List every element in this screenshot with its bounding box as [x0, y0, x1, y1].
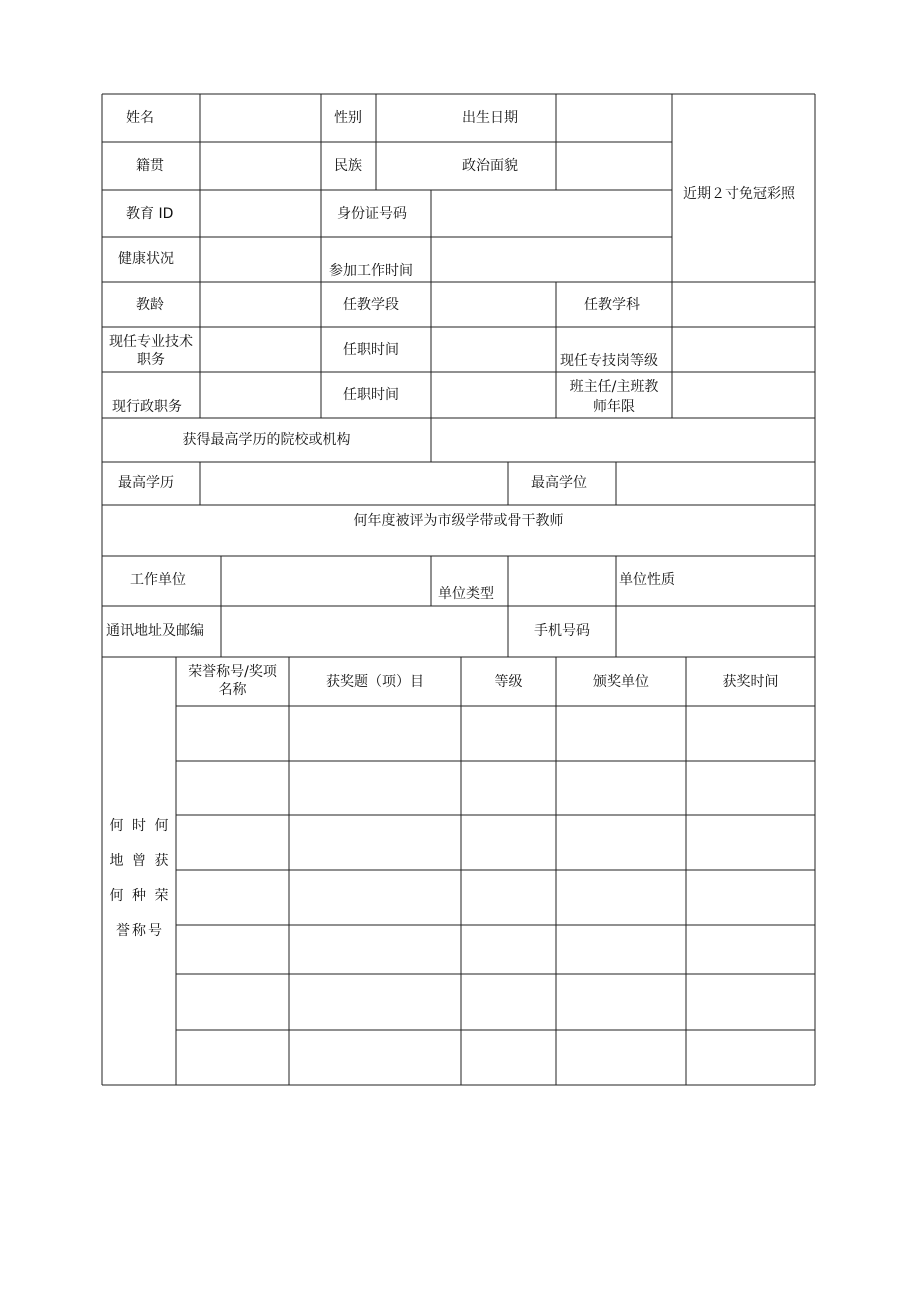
label-head-teacher-line2: 师年限	[593, 399, 635, 415]
header-honor-title-line1: 荣誉称号/奖项	[188, 664, 277, 680]
label-highest-school: 获得最高学历的院校或机构	[182, 432, 351, 448]
label-name: 姓名	[126, 110, 154, 126]
header-time: 获奖时间	[722, 674, 779, 690]
label-admin-post: 现行政职务	[112, 399, 182, 415]
label-unit-type: 单位类型	[438, 586, 494, 602]
honors-side-line: 何 时 何	[109, 818, 171, 834]
photo-placeholder: 近期２寸免冠彩照	[683, 186, 795, 202]
label-teaching-stage: 任教学段	[343, 297, 399, 313]
header-project: 获奖题（项）目	[326, 674, 424, 690]
label-health: 健康状况	[118, 251, 174, 267]
header-grade: 等级	[494, 674, 523, 690]
label-ethnicity: 民族	[334, 158, 362, 174]
honors-side-line: 何 种 荣	[109, 888, 171, 904]
label-work-start: 参加工作时间	[329, 263, 413, 279]
label-teaching-years: 教龄	[136, 297, 164, 313]
label-gender: 性别	[334, 110, 362, 126]
label-teaching-subject: 任教学科	[584, 297, 640, 313]
header-honor-title-line2: 名称	[218, 682, 247, 698]
label-city-honor: 何年度被评为市级学带或骨干教师	[353, 513, 564, 529]
label-head-teacher-line1: 班主任/主班教	[569, 379, 659, 395]
label-native-place: 籍贯	[136, 158, 164, 174]
label-birthdate: 出生日期	[462, 110, 518, 126]
label-title-line1: 现任专业技术	[109, 334, 193, 350]
honors-side-line: 地 曾 获	[109, 853, 171, 869]
label-admin-time: 任职时间	[343, 387, 399, 403]
label-highest-degree: 最高学位	[531, 475, 587, 491]
label-title-level: 现任专技岗等级	[560, 353, 658, 369]
label-unit-nature: 单位性质	[619, 572, 675, 588]
label-mobile: 手机号码	[534, 623, 590, 639]
label-highest-education: 最高学历	[118, 475, 174, 491]
honors-side-label	[104, 809, 176, 949]
label-address: 通讯地址及邮编	[106, 623, 204, 639]
label-id-number: 身份证号码	[337, 206, 407, 222]
label-political-status: 政治面貌	[462, 158, 518, 174]
label-work-unit: 工作单位	[130, 572, 186, 588]
label-title-time: 任职时间	[343, 342, 399, 358]
header-issuer: 颁奖单位	[593, 674, 649, 690]
label-education-id: 教育 ID	[126, 206, 174, 222]
label-title-line2: 职务	[137, 352, 165, 368]
honors-side-line: 誉称号	[116, 923, 164, 939]
